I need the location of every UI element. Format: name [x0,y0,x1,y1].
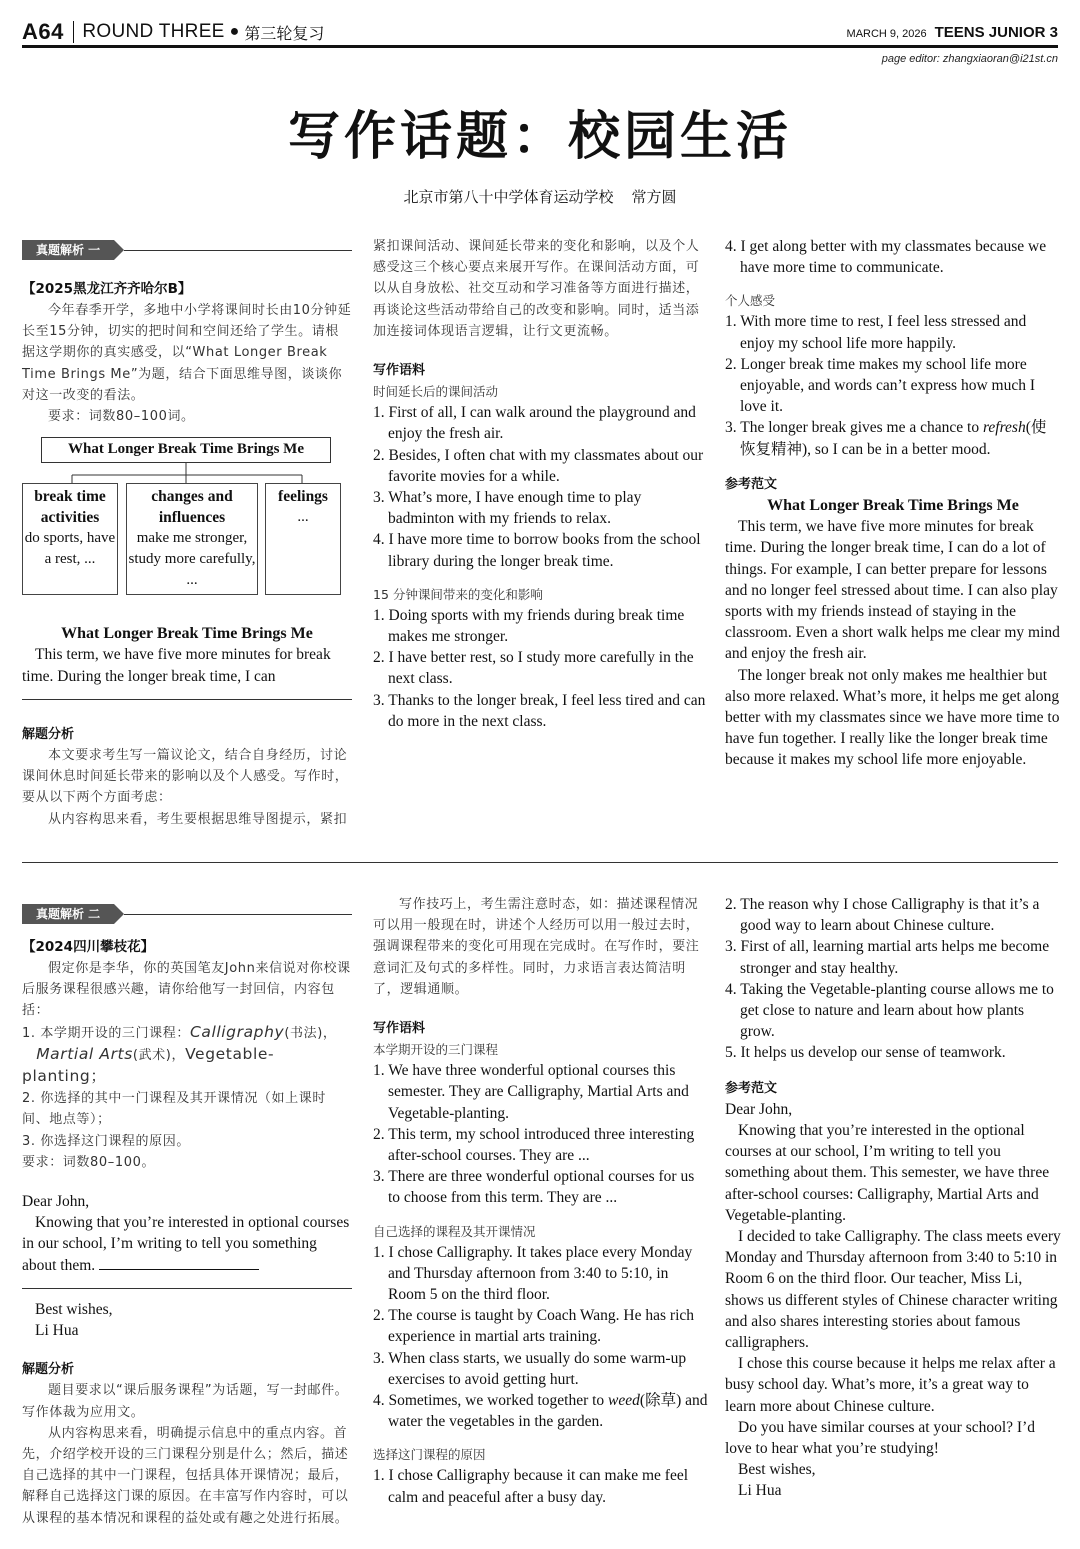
part2-analysis-p3: 写作技巧上，考生需注意时态，如：描述课程情况可以用一般现在时，讲述个人经历可以用一般过去时，强调课程带来的变化可用现在完成时。在写作时，要注意词汇及句式的多样性。同时，力求语言表达简洁明了，逻辑通顺。 [373,897,700,997]
letter-close: Best wishes, [35,1300,113,1318]
section-name: ROUND THREE [82,21,225,42]
part2-analysis-p1: 题目要求以“课后服务课程”为话题，写一封邮件。写作体裁为应用文。 [22,1383,349,1420]
header-rule [22,45,1058,48]
answer-blank[interactable] [99,1256,259,1270]
list-item: 1. First of all, I can walk around the playground and enjoy the fresh air. [373,404,696,443]
page-title: 写作话题：校园生活 [287,107,792,167]
part1-model-p2: The longer break not only makes me healthier but also more relaxed. What’s more, it helps me get along better with my classmates since we have more time to have fun together. I really like the longer break time because it makes my school life more enjoyable. [725,666,1060,769]
header-divider [73,21,75,43]
paper-name: TEENS JUNIOR 3 [934,24,1058,41]
part2-item2: 2. 你选择的其中一门课程及其开课情况（如上课时间、地点等）； [22,1091,326,1128]
part1-essay-title: What Longer Break Time Brings Me [61,625,313,643]
part2-tag [22,904,352,924]
part1-list3 [725,311,1061,459]
page-number: A64 [22,19,64,44]
part1-prompt: 今年春季开学，多地中小学将课间时长由10分钟延长至15分钟，切实的把时间和空间还给了学生。请根据这学期你的真实感受，以“What Longer Break Time Brings Me”为题，结合下面思维导图，谈谈你对这一改变的看法。 [22,303,352,403]
list-item: 2. The reason why I chose Calligraphy is that it’s a good way to learn about Chinese culture. [725,896,1040,935]
mind-map-box-activities-text: do sports, have a rest, ... [24,530,116,568]
part2-model-p3: I chose this course because it helps me relax after a busy school day. What’s more, it’s a great way to learn more about Chinese culture. [725,1355,1056,1415]
mind-map-box-feelings-title: feelings [278,488,328,506]
list-item: 3. First of all, learning martial arts helps me become stronger and stay healthy. [725,938,1050,977]
list-item-text: (除草) and water the vegetables in the garden. [388,1392,708,1431]
list-item: 4. I get along better with my classmates because we have more time to communicate. [725,238,1047,277]
part2-model-p1: Knowing that you’re interested in the optional courses at our school, I’m writing to tell you something about them. This semester, we have three after-school courses: Calligraphy, Martial Arts and Vegetable-planting. [725,1122,1050,1224]
page-header-left [22,18,324,46]
list-item-word: weed [608,1392,640,1410]
letter-body-text: Knowing that you’re interested in optional courses in our school, I’m writing to tell you something about them. [22,1214,350,1274]
list-item: 5. It helps us develop our sense of teamwork. [725,1044,1006,1062]
bullet-icon: ● [229,23,240,40]
part2-list1 [373,1060,708,1208]
part2-analysis-head: 解题分析 [22,1362,75,1378]
part1-tag [22,240,352,260]
part1-analysis-p1: 本文要求考生写一篇议论文，结合自身经历，讨论课间休息时间延长带来的影响以及个人感受。写作时，要从以下两个方面考虑： [22,748,349,806]
part2-phrases-head: 写作语料 [373,1021,426,1037]
part2-requirement: 要求：词数80–100。 [22,1154,156,1170]
part2-item1 [22,1022,352,1089]
part2-source: 【2024四川攀枝花】 [22,939,155,955]
part1-requirement: 要求：词数80–100词。 [48,409,195,425]
writing-line [22,699,352,700]
section-divider [22,862,1058,863]
list-item: 2. This term, my school introduced three interesting after-school courses. They are ... [373,1125,695,1165]
part2-column-1 [22,904,352,1529]
list-item: 2. I have better rest, so I study more carefully in the next class. [373,649,694,688]
part2-list2 [373,1242,708,1433]
part2-model-sign: Li Hua [738,1482,782,1500]
letter-greeting: Dear John, [22,1193,90,1211]
part1-column-2 [373,236,708,732]
part2-list3-cont [725,894,1061,1064]
part1-analysis-head: 解题分析 [22,726,75,742]
page-editor: page editor: zhangxiaoran@i21st.cn [881,53,1058,65]
part2-sub2: 自己选择的课程及其开课情况 [373,1223,536,1239]
part1-list2 [373,605,708,732]
part2-sub1: 本学期开设的三门课程 [373,1042,499,1058]
list-item-text: 4. Sometimes, we worked together to [373,1392,609,1410]
list-item: 4. Taking the Vegetable-planting course allows me to get close to nature and learn about how plants grow. [725,980,1054,1041]
list-item: 3. There are three wonderful optional courses for us to choose from this term. They are ... [373,1168,695,1207]
mind-map-connectors [22,463,352,485]
page-header-right [847,24,1058,41]
list-item: 4. I have more time to borrow books from the school library during the longer break time. [373,531,701,570]
part2-model-close: Best wishes, [738,1461,816,1479]
author-line [0,186,1080,207]
part2-column-3 [725,894,1061,1502]
list-item-text: (使恢复精神), so I can be in a better mood. [740,419,1047,458]
part1-analysis-p2: 从内容构思来看，考生要根据思维导图提示，紧扣 [48,811,348,827]
list-item: 1. We have three wonderful optional courses this semester. They are Calligraphy, Martial Arts and Vegetable-planting. [373,1062,689,1122]
letter-sign: Li Hua [35,1322,79,1340]
part1-column-3 [725,236,1061,771]
list-item [725,417,1061,459]
mind-map-title: What Longer Break Time Brings Me [41,437,331,463]
part2-tag-label: 真题解析 二 [22,904,114,924]
part1-model-p1: This term, we have five more minutes for break time. During the longer break time, I can do a lot of things. For example, I can better prepare for lessons and no longer feel stressed about time. I can also play sports with my friends instead of staying in the classroom. Even a short walk helps me clear my mind and enjoy the fresh air. [725,518,1060,663]
part1-sub3: 个人感受 [725,293,776,309]
list-item-word: refresh [982,419,1026,437]
part2-model-p4: Do you have similar courses at your school? I’d love to hear what you’re studying! [725,1418,1036,1458]
part1-sub1: 时间延长后的课间活动 [373,384,499,400]
item-text: 1. 本学期开设的三门课程： [22,1025,190,1041]
part1-list1 [373,402,708,572]
list-item-text: 3. The longer break gives me a chance to [725,419,983,437]
part2-column-2 [373,894,708,1508]
part1-analysis-p2-cont: 紧扣课间活动、课间延长带来的变化和影响，以及个人感受这三个核心要点来展开写作。在课间活动方面，可以从自身放松、社交互动和学习准备等方面进行描述，再谈论这些活动带给自己的改变和影响。同时，适当添加连接词体现语言逻辑，让行文更流畅。 [373,239,700,339]
list-item [373,1390,708,1432]
list-item: 3. What’s more, I have enough time to play badminton with my friends to relax. [373,489,642,528]
list-item: 2. Besides, I often chat with my classmates about our favorite movies for a while. [373,446,704,485]
mind-map-box-changes-title: changes and influences [151,488,233,527]
list-item: 3. When class starts, we usually do some warm-up exercises to avoid getting hurt. [373,1349,687,1388]
letter-body [22,1212,352,1276]
issue-date: MARCH 9, 2026 [846,28,927,40]
part2-model-greeting: Dear John, [725,1100,793,1118]
part2-model-head: 参考范文 [725,1080,778,1096]
list-item: 2. The course is taught by Coach Wang. He has rich experience in martial arts training. [373,1307,695,1346]
mind-map-box-changes [126,483,258,595]
mind-map [22,437,352,601]
mind-map-box-activities-title: break time activities [34,488,106,527]
section-name-cn: 第三轮复习 [244,23,325,43]
part1-sub2: 15 分钟课间带来的变化和影响 [373,586,543,602]
author-name: 常方圆 [631,188,677,206]
list-item: 1. I chose Calligraphy because it can make me feel calm and peaceful after a busy day. [373,1467,689,1506]
author-school: 北京市第八十中学体育运动学校 [403,188,614,206]
part2-analysis-p2: 从内容构思来看，明确提示信息中的重点内容。首先，介绍学校开设的三门课程分别是什么；然后，描述自己选择的其中一门课程，包括具体开课情况；最后，解释自己选择这门课的原因。在丰富写作内容时，可以从课程的基本情况和课程的益处或有趣之处进行拓展。 [22,1425,349,1526]
list-item: 1. Doing sports with my friends during break time makes me stronger. [373,606,685,646]
part1-source: 【2025黑龙江齐齐哈尔B】 [22,281,192,297]
mind-map-box-changes-text: make me stronger, study more carefully, ... [128,530,256,589]
list-item: 1. With more time to rest, I feel less stressed and enjoy my school life more happily. [725,313,1027,352]
part2-sub3: 选择这门课程的原因 [373,1447,486,1463]
part1-tag-label: 真题解析 一 [22,240,114,260]
part2-model-p2: I decided to take Calligraphy. The class meets every Monday and Thursday afternoon from 3:40 to 5:10 in Room 6 on the third floor. Our teacher, Miss Li, shows us different styles of Chinese character writing and also shares interesting stories about famous calligraphers. [725,1228,1061,1352]
part1-list2-cont [725,236,1061,278]
mind-map-box-activities [22,483,118,595]
course-name: Vegetable-planting； [22,1044,275,1086]
part1-phrases-head: 写作语料 [373,363,426,379]
part1-model-title: What Longer Break Time Brings Me [767,497,1019,515]
part1-model-head: 参考范文 [725,476,778,492]
list-item: 2. Longer break time makes my school life more enjoyable, and words can’t express how much I love it. [725,355,1035,416]
course-name: Calligraphy [189,1022,285,1041]
item-text: (书法)， [284,1025,337,1041]
list-item: 1. I chose Calligraphy. It takes place every Monday and Thursday afternoon from 3:40 to 5:10, in Room 5 on the third floor. [373,1243,693,1304]
part1-essay-start: This term, we have five more minutes for break time. During the longer break time, I can [22,646,331,685]
part2-prompt: 假定你是李华，你的英国笔友John来信说对你校课后服务课程很感兴趣，请你给他写一封回信，内容包括： [22,961,351,1019]
part2-item3: 3. 你选择这门课程的原因。 [22,1133,190,1149]
course-name: Martial Arts [36,1044,133,1063]
part2-list3 [373,1465,708,1507]
writing-line [22,1288,352,1289]
mind-map-box-feelings [265,483,341,595]
list-item: 3. Thanks to the longer break, I feel less tired and can do more in the next class. [373,691,706,730]
item-text: (武术)， [132,1047,186,1063]
part1-column-1 [22,240,352,830]
mind-map-box-feelings-text: ... [297,509,309,526]
